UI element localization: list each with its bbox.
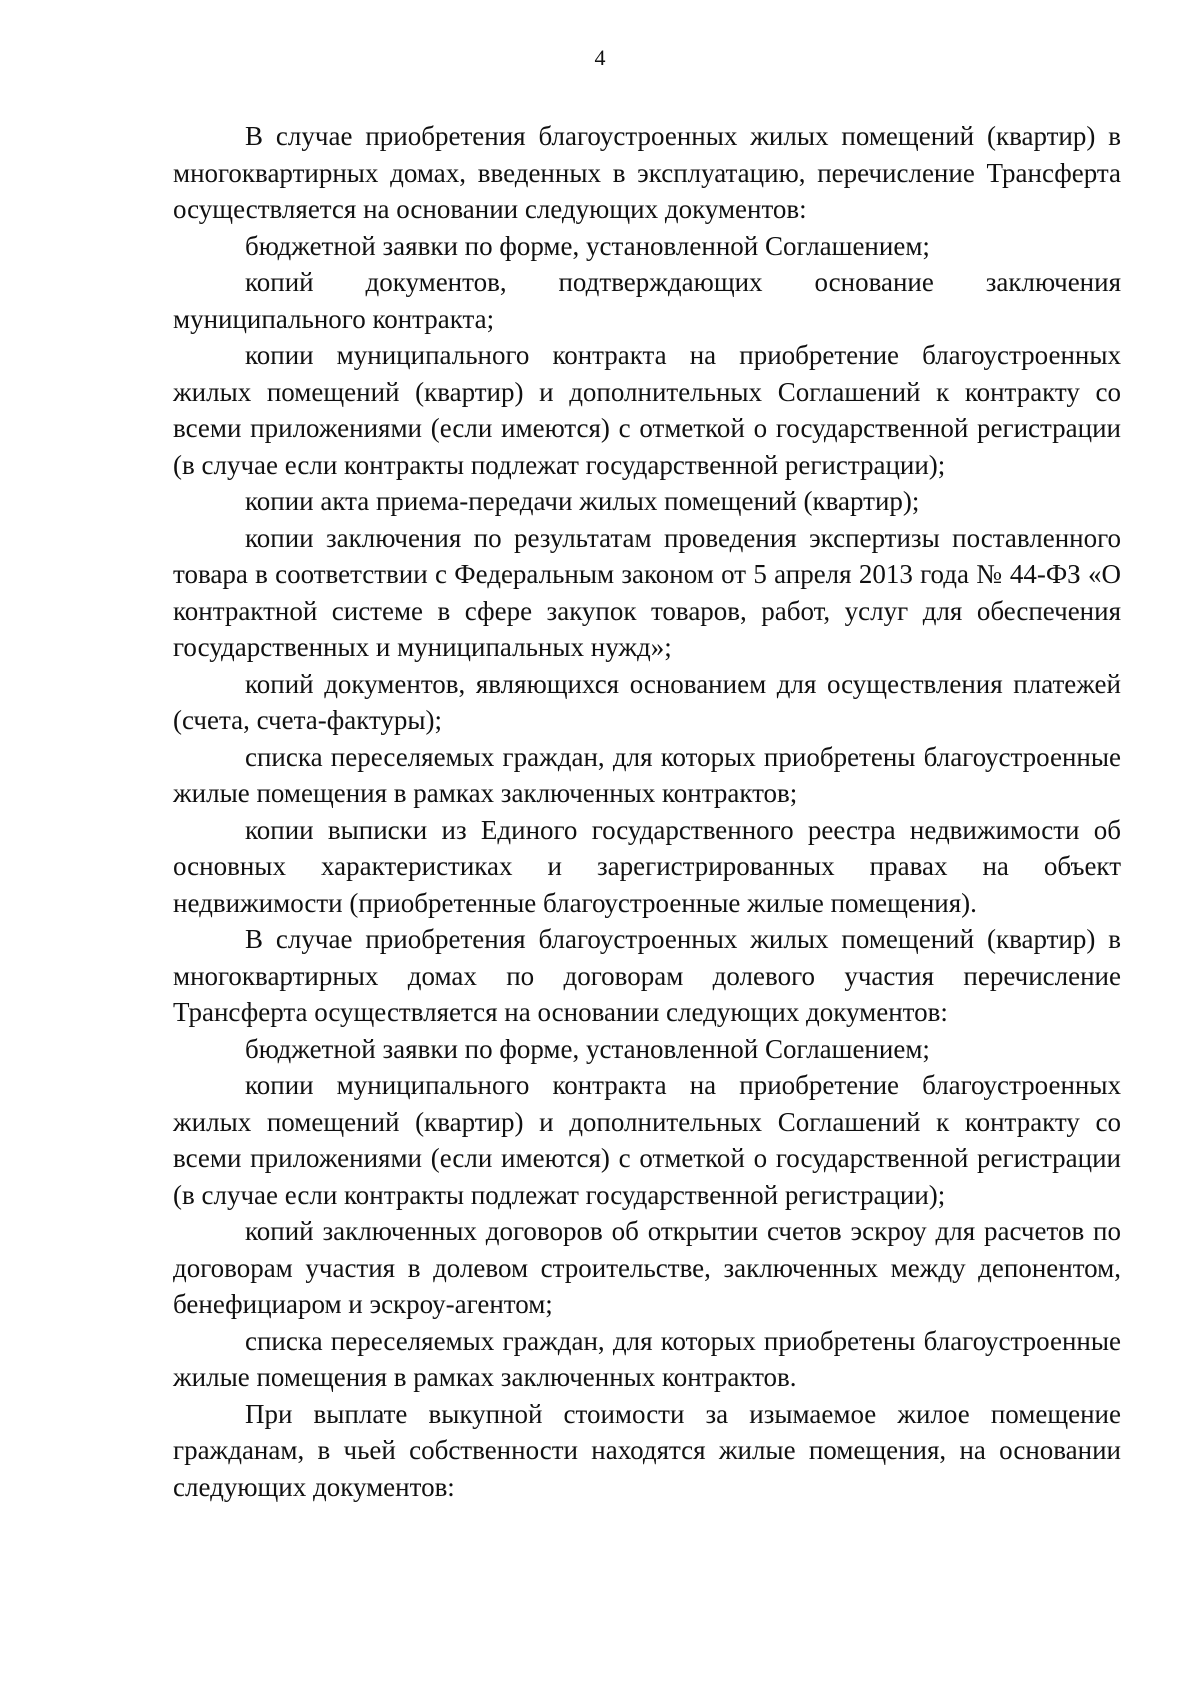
list-item-acceptance-act: копии акта приема-передачи жилых помещений (квартир); [245, 486, 920, 516]
page-number: 4 [594, 45, 606, 70]
list-item-resettled-citizens-2: списка переселяемых граждан, для которых приобретены благоустроенные жилые помещения в рамках заключенных контрактов. [173, 1325, 1121, 1392]
paragraph-intro-shared-construction: В случае приобретения благоустроенных жилых помещений (квартир) в многоквартирных домах по договорам долевого участия перечисление Трансферта осуществляется на основании следующих документов: [173, 924, 1121, 1027]
list-item-contract-basis-docs: копий документов, подтверждающих основание заключения муниципального контракта; [173, 267, 1121, 334]
list-item-payment-docs: копий документов, являющихся основанием для осуществления платежей (счета, счета-фактуры); [173, 668, 1121, 735]
list-item-budget-request: бюджетной заявки по форме, установленной Соглашением; [245, 230, 930, 261]
list-item-municipal-contract-copy-2: копии муниципального контракта на приобретение благоустроенных жилых помещений (квартир) и дополнительных Соглашений к контракту со всеми приложениями (если имеются) с отметкой о государственной регистрации (в случае если контракты подлежат государственной регистрации); [173, 1070, 1121, 1210]
paragraph-intro-redemption: При выплате выкупной стоимости за изымаемое жилое помещение гражданам, в чьей собственности находятся жилые помещения, на основании следующих документов: [173, 1398, 1121, 1502]
list-item-budget-request-2: бюджетной заявки по форме, установленной Соглашением; [245, 1033, 930, 1064]
list-item-expertise-conclusion: копии заключения по результатам проведения экспертизы поставленного товара в соответствии с Федеральным законом от 5 апреля 2013 года № 44-ФЗ «О контрактной системе в сфере закупок товаров, работ, услуг для обеспечения государственных и муниципальных нужд»; [173, 522, 1121, 662]
list-item-registry-extract: копии выписки из Единого государственного реестра недвижимости об основных характеристиках и зарегистрированных правах на объект недвижимости (приобретенные благоустроенные жилые помещения). [173, 814, 1121, 918]
document-body [173, 118, 1121, 1505]
list-item-resettled-citizens: списка переселяемых граждан, для которых приобретены благоустроенные жилые помещения в рамках заключенных контрактов; [173, 741, 1121, 808]
list-item-municipal-contract-copy: копии муниципального контракта на приобретение благоустроенных жилых помещений (квартир) и дополнительных Соглашений к контракту со всеми приложениями (если имеются) с отметкой о государственной регистрации (в случае если контракты подлежат государственной регистрации); [173, 340, 1121, 480]
list-item-escrow-agreements: копий заключенных договоров об открытии счетов эскроу для расчетов по договорам участия в долевом строительстве, заключенных между депонентом, бенефициаром и эскроу-агентом; [173, 1216, 1121, 1319]
paragraph-intro-commissioned: В случае приобретения благоустроенных жилых помещений (квартир) в многоквартирных домах, введенных в эксплуатацию, перечисление Трансферта осуществляется на основании следующих документов: [173, 121, 1121, 224]
